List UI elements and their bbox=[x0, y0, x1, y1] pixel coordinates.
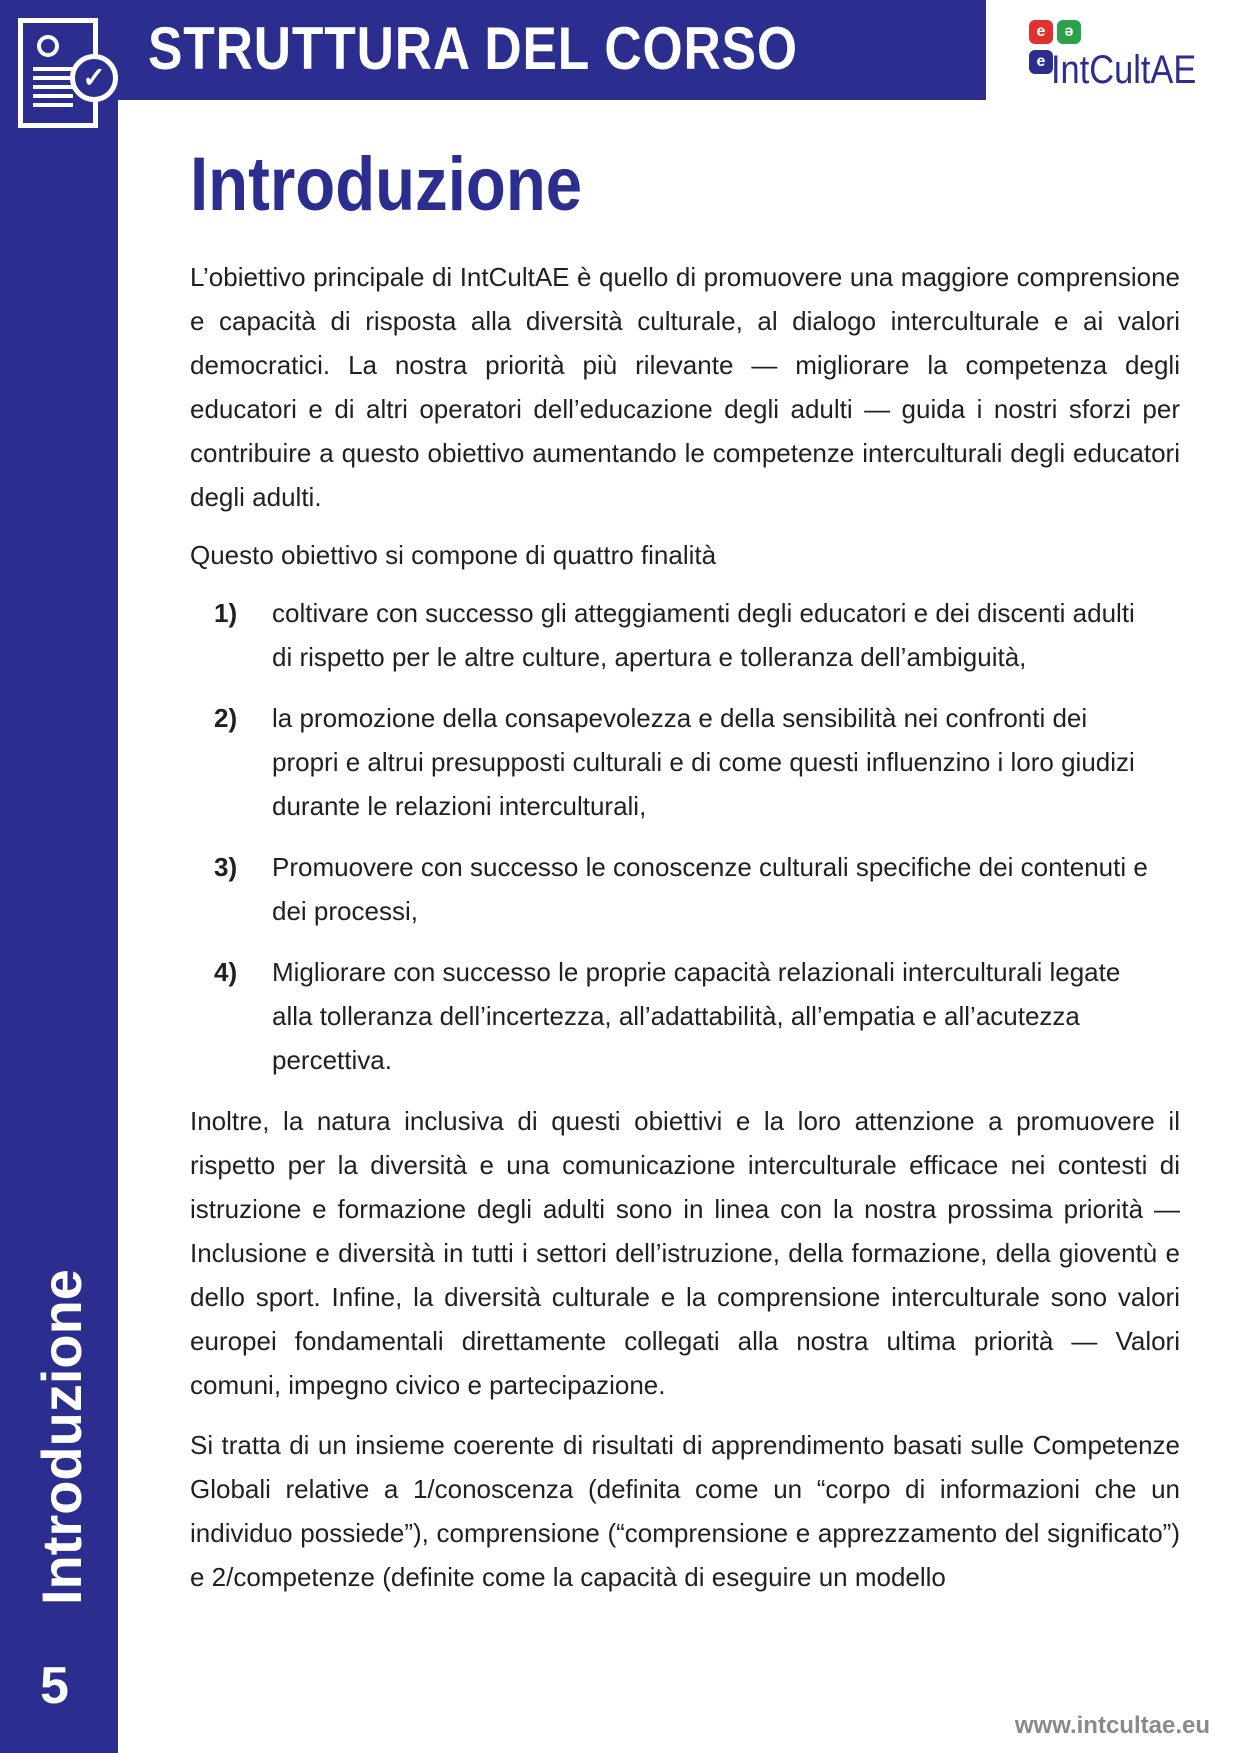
main-content bbox=[190, 255, 1180, 1599]
goal-text: Migliorare con successo le proprie capacità relazionali interculturali legate alla tolleranza dell’incertezza, all’adattabilità, all’empatia e all’acutezza percettiva. bbox=[272, 957, 1121, 1075]
page-number: 5 bbox=[40, 1657, 69, 1715]
goal-text: coltivare con successo gli atteggiamenti degli educatori e dei discenti adulti di rispetto per le altre culture, apertura e tolleranza dell’ambiguità, bbox=[272, 598, 1135, 672]
checkmark-icon: ✓ bbox=[70, 54, 118, 102]
goal-item bbox=[214, 591, 1152, 679]
competences-paragraph: Si tratta di un insieme coerente di risultati di apprendimento basati sulle Competenze Globali relative a 1/conoscenza (definita come un “corpo di informazioni che un individuo possiede”), comprensione (“comprensione e apprezzamento del significato”) e 2/competenze (definite come la capacità di eseguire un modello bbox=[190, 1430, 1180, 1592]
document-lines-icon bbox=[33, 67, 73, 112]
goal-item bbox=[214, 845, 1152, 933]
goals-list bbox=[190, 591, 1180, 1082]
goal-text: la promozione della consapevolezza e della sensibilità nei confronti dei propri e altrui presupposti culturali e di come questi influenzino i loro giudizi durante le relazioni interculturali, bbox=[272, 703, 1135, 821]
section-side-label: Introduzione bbox=[30, 1269, 93, 1605]
goal-item bbox=[214, 950, 1152, 1082]
goal-number: 2) bbox=[214, 703, 238, 733]
intcultae-logo bbox=[1025, 20, 1205, 90]
goal-number: 3) bbox=[214, 852, 238, 882]
logo-circle-red-icon: e bbox=[1029, 20, 1053, 44]
goals-lead: Questo obiettivo si compone di quattro finalità bbox=[190, 540, 717, 570]
logo-circle-green-icon: ə bbox=[1057, 20, 1081, 44]
goal-text: Promuovere con successo le conoscenze culturali specifiche dei contenuti e dei processi, bbox=[272, 852, 1148, 926]
goal-item bbox=[214, 696, 1152, 828]
document-badge-icon bbox=[37, 35, 59, 57]
footer-website-link[interactable]: www.intcultae.eu bbox=[1014, 1712, 1210, 1739]
priorities-paragraph: Inoltre, la natura inclusiva di questi obiettivi e la loro attenzione a promuovere il rispetto per la diversità e una comunicazione interculturale efficace nei contesti di istruzione e formazione degli adulti sono in linea con la nostra prossima priorità — Inclusione e diversità in tutti i settori dell’istruzione, della formazione, della gioventù e dello sport. Infine, la diversità culturale e la comprensione interculturale sono valori europei fondamentali direttamente collegati alla nostra ultima priorità — Valori comuni, impegno civico e partecipazione. bbox=[190, 1106, 1180, 1400]
logo-text: IntCultAE bbox=[1051, 48, 1197, 92]
goal-number: 4) bbox=[214, 957, 238, 987]
header-title: STRUTTURA DEL CORSO bbox=[148, 15, 798, 82]
page-title: Introduzione bbox=[190, 142, 583, 227]
goal-number: 1) bbox=[214, 598, 238, 628]
intro-paragraph: L’obiettivo principale di IntCultAE è quello di promuovere una maggiore comprensione e capacità di risposta alla diversità culturale, al dialogo interculturale e ai valori democratici. La nostra priorità più rilevante — migliorare la competenza degli educatori e di altri operatori dell’educazione degli adulti — guida i nostri sforzi per contribuire a questo obiettivo aumentando le competenze interculturali degli educatori degli adulti. bbox=[190, 262, 1180, 512]
logo-circle-blue-icon: e bbox=[1029, 50, 1053, 74]
